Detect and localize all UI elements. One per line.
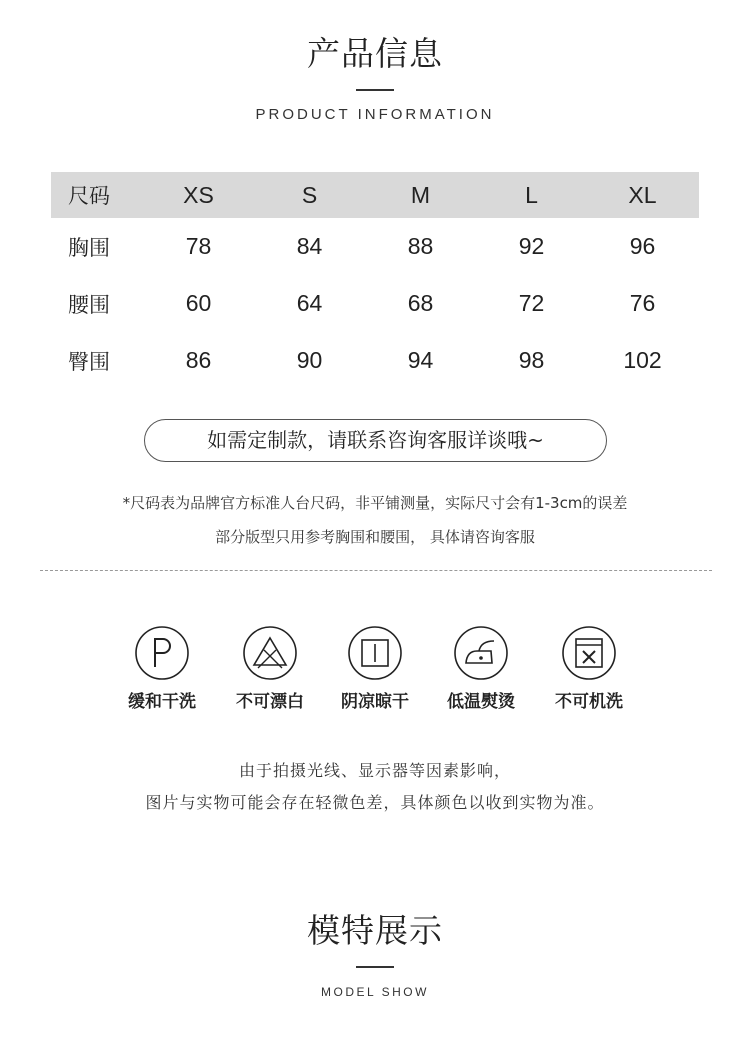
table-cell: 60 (185, 290, 212, 316)
product-info-heading (0, 28, 750, 123)
care-item (534, 625, 644, 712)
no-bleach-icon (242, 625, 298, 681)
table-cell: 78 (185, 233, 212, 259)
product-info-title: 产品信息 (307, 34, 443, 73)
model-show-heading (0, 905, 750, 999)
table-cell: 76 (629, 290, 656, 316)
size-note: 部分版型只用参考胸围和腰围， 具体请咨询客服 (215, 528, 535, 546)
header-cell: 尺码 (68, 184, 110, 208)
care-label: 缓和干洗 (128, 692, 196, 712)
custom-order-notice: 如需定制款，请联系咨询客服详谈哦~ (144, 419, 607, 462)
table-cell: 88 (407, 233, 434, 259)
dry-clean-p-icon (134, 625, 190, 681)
table-row (51, 332, 699, 389)
care-item (320, 625, 430, 712)
low-iron-icon (453, 625, 509, 681)
care-label: 阴凉晾干 (341, 692, 409, 712)
disclaimer-line: 由于拍摄光线、显示器等因素影响， (238, 761, 511, 780)
table-cell: 96 (629, 233, 656, 259)
heading-divider (356, 89, 394, 91)
care-label: 低温熨烫 (447, 692, 515, 712)
table-cell: 92 (518, 233, 545, 259)
size-table (51, 172, 699, 389)
table-cell: 64 (296, 290, 323, 316)
model-show-subtitle: MODEL SHOW (321, 985, 429, 999)
no-machine-wash-icon (561, 625, 617, 681)
care-label: 不可漂白 (236, 692, 304, 712)
shade-dry-icon (347, 625, 403, 681)
table-cell: 84 (296, 233, 323, 259)
row-label: 臀围 (68, 349, 110, 374)
table-cell: 86 (185, 347, 212, 373)
table-cell: 98 (518, 347, 545, 373)
care-item (426, 625, 536, 712)
header-cell: M (410, 181, 431, 208)
care-item (215, 625, 325, 712)
table-row (51, 218, 699, 275)
table-cell: 90 (296, 347, 323, 373)
disclaimer-line: 图片与实物可能会存在轻微色差，具体颜色以收到实物为准。 (145, 793, 605, 812)
table-row (51, 275, 699, 332)
size-table-header (51, 172, 699, 218)
size-note: *尺码表为品牌官方标准人台尺码，非平铺测量，实际尺寸会有1-3cm的误差 (122, 494, 628, 512)
product-info-subtitle: PRODUCT INFORMATION (255, 106, 495, 123)
header-cell: L (525, 181, 538, 208)
table-cell: 94 (407, 347, 434, 373)
care-label: 不可机洗 (555, 692, 623, 712)
row-label: 腰围 (68, 292, 110, 317)
dashed-divider (40, 570, 712, 571)
header-cell: XS (183, 181, 214, 208)
table-cell: 102 (623, 347, 662, 373)
table-cell: 68 (407, 290, 434, 316)
model-show-title: 模特展示 (307, 911, 443, 950)
row-label: 胸围 (68, 235, 110, 260)
heading-divider (356, 966, 394, 968)
header-cell: S (301, 181, 318, 208)
table-cell: 72 (518, 290, 545, 316)
care-item (107, 625, 217, 712)
header-cell: XL (628, 181, 657, 208)
